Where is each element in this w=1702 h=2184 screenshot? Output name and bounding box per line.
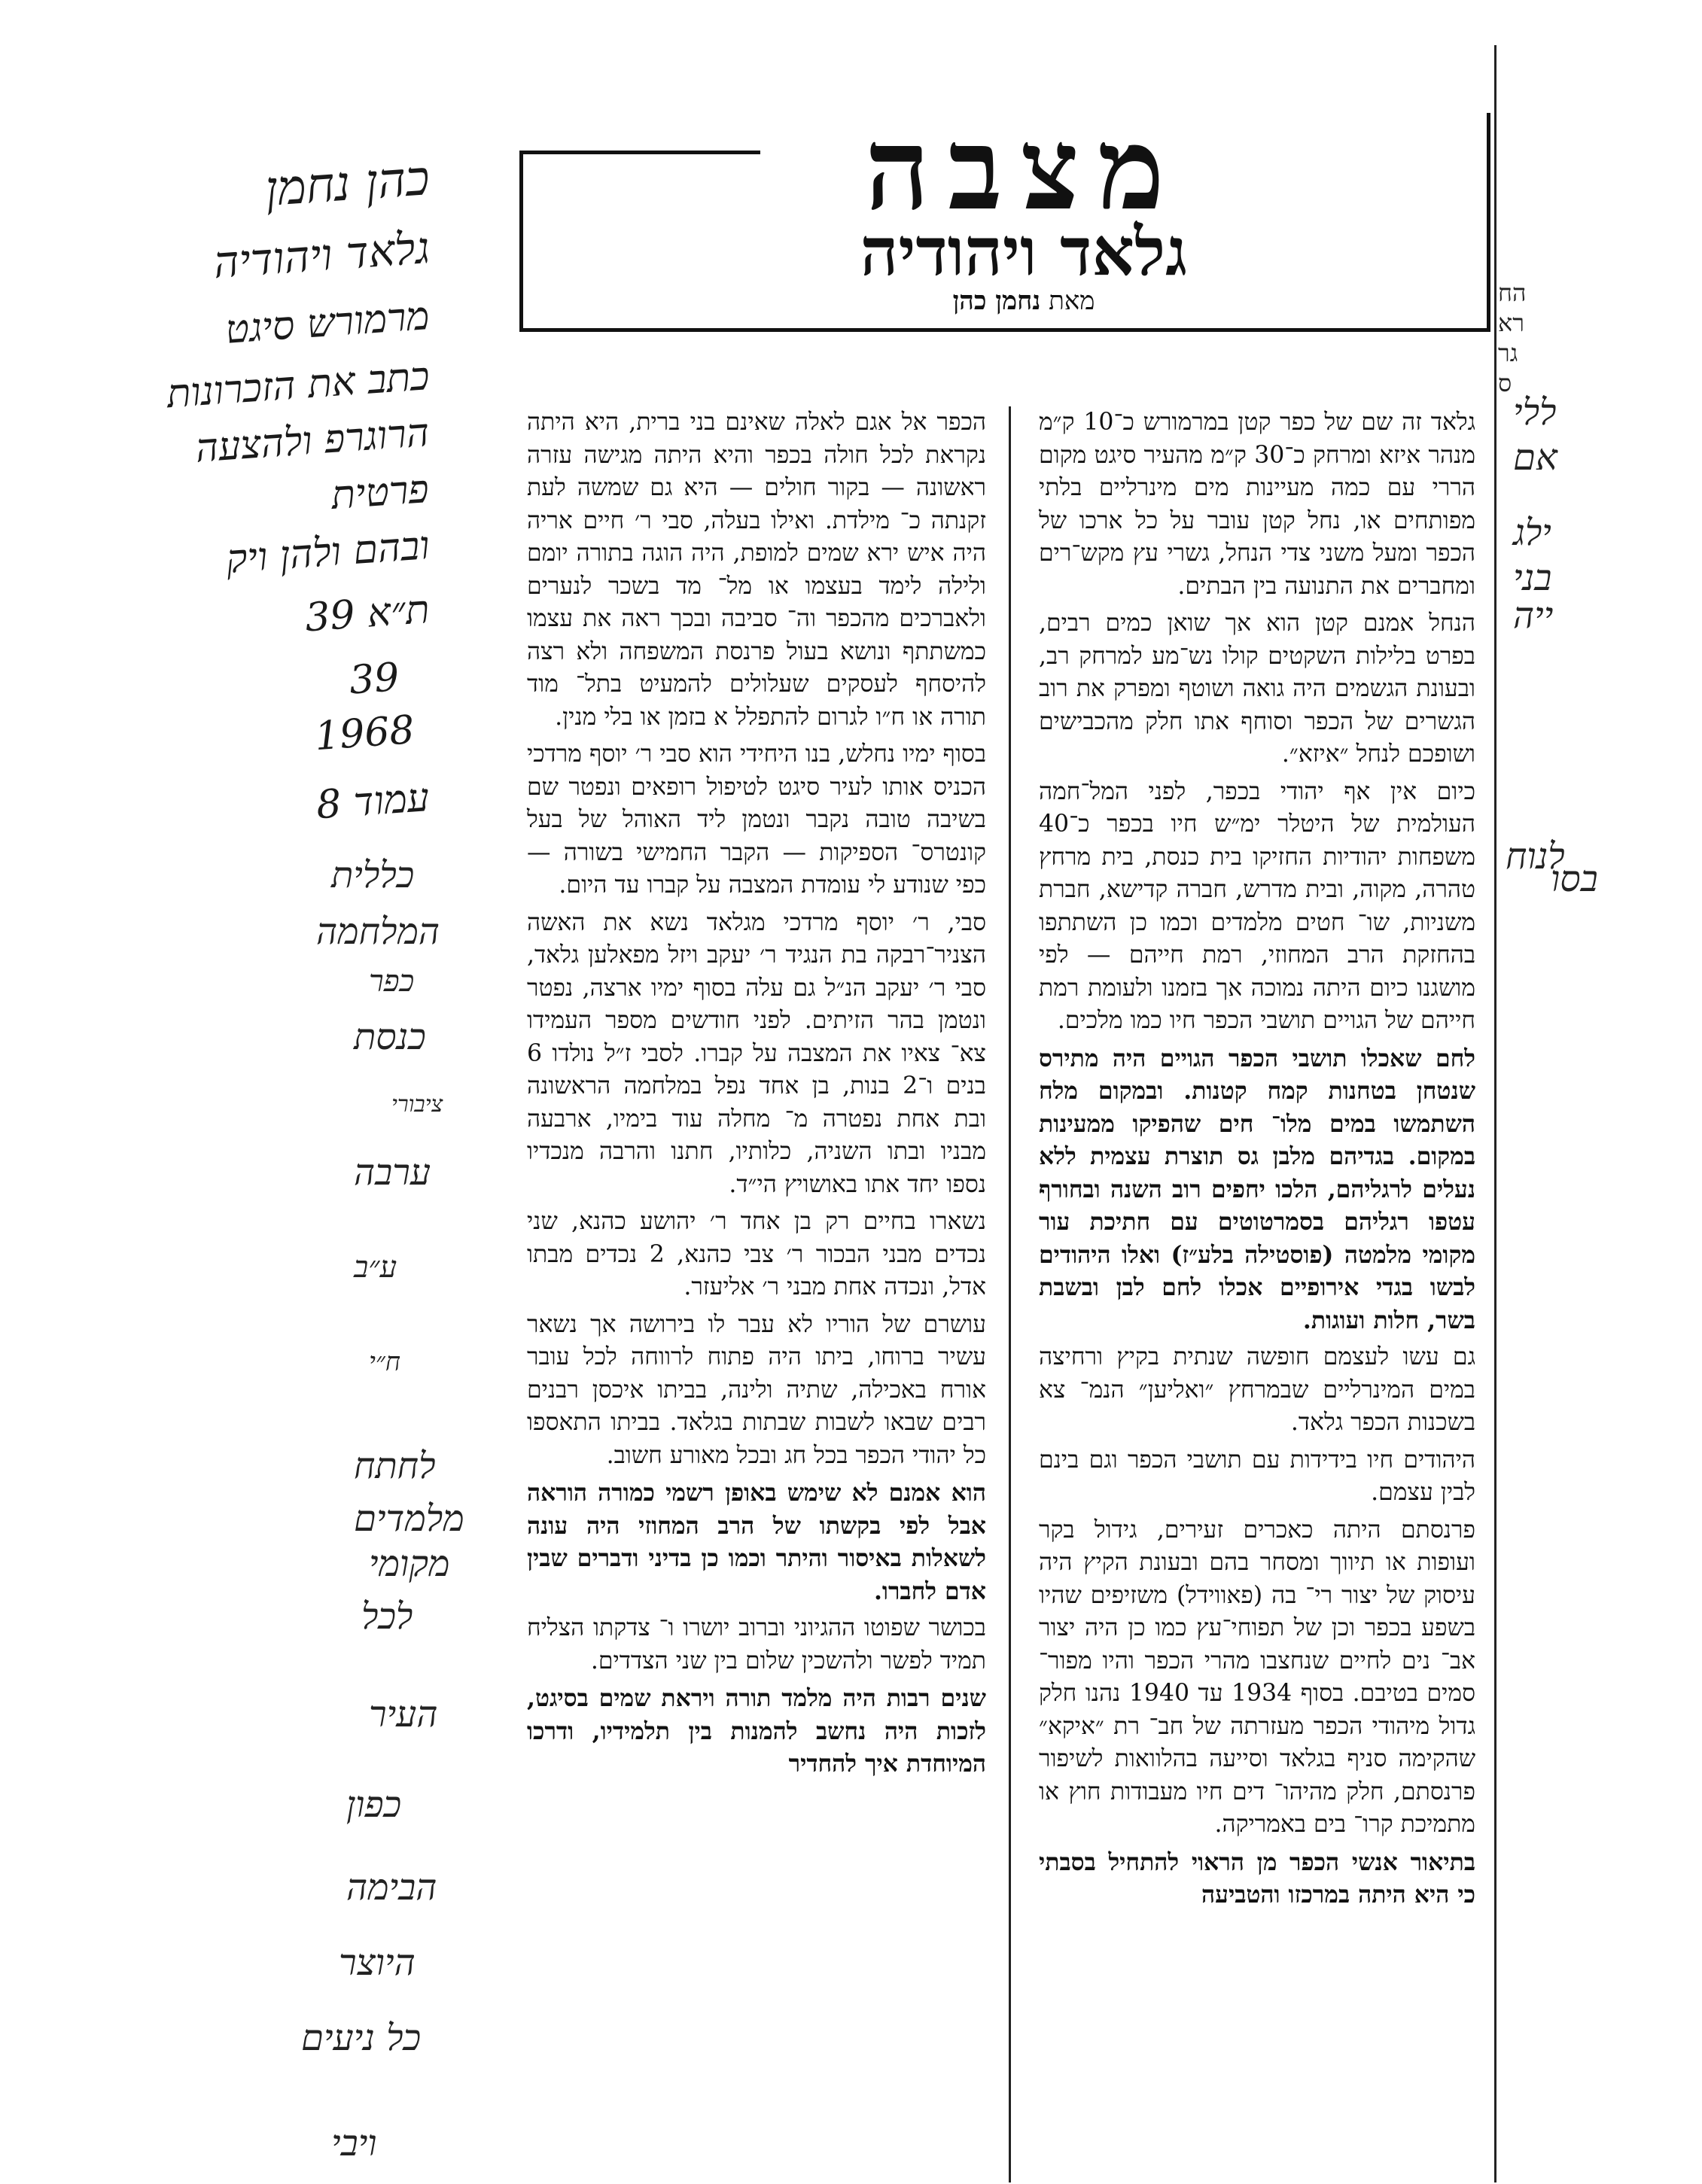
title-frame-bottom xyxy=(519,328,1490,332)
paragraph: גלאד זה שם של כפר קטן במרמורש כ־10 ק״מ מנהר איזא ומרחק כ־30 ק״מ מהעיר סיגט מקום הררי עם כמה מעיינות מים מינרליים בלתי מפותחים או, נחל קטן עובר על כל ארכו של הכפר ומעל משני צדי הנחל, גשרי עץ מקש־רים ומחברים את התנועה בין הבתים. xyxy=(1039,409,1475,600)
handwritten-note: כפון xyxy=(346,1784,402,1826)
margin-fragment: גר xyxy=(1498,339,1518,367)
handwritten-note: ח״י xyxy=(369,1347,400,1377)
paragraph: בתיאור אנשי הכפר מן הראוי להתחיל בסבתי כי היא היתה במרכזו והטביעה xyxy=(1039,1848,1475,1909)
handwritten-note: הבימה xyxy=(346,1866,437,1909)
handwritten-note: אם xyxy=(1513,436,1557,479)
handwritten-note: בני xyxy=(1513,557,1552,599)
paragraph: כיום אין אף יהודי בכפר, לפני המל־חמה העולמית של היטלר ימ״ש חיו בכפר כ־40 משפחות יהודיות החזיקו בית כנסת, בית מרחץ טהרה, מקוה, ובית מדרש, חברה קדישא, חברת משניות, שו־ חטים מלמדים וכמו כן השתתפו בהחזקת הרב המחוזי, רמת חייהם — לפי מושגנו כיום היתה נמוכה אך בזמנו ולעומת רמת חייהם של הגויים תושבי הכפר חיו כמו מלכים. xyxy=(1039,777,1475,1034)
article-title: מצבה xyxy=(864,103,1183,236)
handwritten-note: כהן נחמן xyxy=(263,151,431,218)
title-frame-right xyxy=(1487,113,1490,331)
handwritten-note: ויבי xyxy=(331,2122,377,2164)
handwritten-note: כל ניעים xyxy=(301,2017,422,2059)
handwritten-note: העיר xyxy=(369,1693,438,1735)
handwritten-note: מקומי xyxy=(369,1543,450,1585)
handwritten-note: ע״ב xyxy=(354,1250,397,1285)
handwritten-note: ובהם ולהן ויק xyxy=(224,523,431,583)
article-column-left xyxy=(527,406,986,1785)
margin-fragment: ס xyxy=(1498,369,1512,397)
paragraph: גם עשו לעצמם חופשה שנתית בקיץ ורחיצה במים המינרליים שבמרחץ ״ואליען״ הנמ־ צא בשכנות הכפר גלאד. xyxy=(1039,1343,1475,1436)
paragraph: הנחל אמנם קטן הוא אך שואן כמים רבים, בפרט בלילות השקטים קולו נש־מע למרחק רב, ובעונת הגשמים היה גואה ושוטף ומפרק את רוב הגשרים של הכפר וסוחף אתו חלק מהכבישים ושופכם לנחל ״איזא״. xyxy=(1039,610,1475,768)
handwritten-note: לכל xyxy=(361,1595,413,1638)
handwritten-note: מרמורש סיגט xyxy=(224,294,431,353)
paragraph: פרנסתם היתה כאכרים זעירים, גידול בקר ועופות או תיווך ומסחר בהם ובעונת הקיץ היה עיסוק של יצור רי־ בה (פאווידל) משזיפים שהיו בשפע בכפר וכן של תפוחי־עץ כמו כן היה יצור אב־ נים לחיים שנחצבו מהרי הכפר והיו מפור־ סמים בטיבם. בסוף 1934 עד 1940 נהנו חלק גדול מיהודי הכפר מעזרתה של חב־ רת ״איקא״ שהקימה סניף בגלאד וסייעה בהלוואות לשיפור פרנסתם, חלק מהיהו־ דים חיו מעבודות חוץ או מתמיכת קרו־ בים באמריקה. xyxy=(1039,1516,1475,1838)
handwritten-note: ערבה xyxy=(354,1151,431,1194)
handwritten-note: לחתח xyxy=(354,1445,436,1487)
paragraph: שנים רבות היה מלמד תורה ויראת שמים בסיגט, לזכות היה נחשב להמנות בין תלמידיו, ודרכו המיוחדת איך להחדיר xyxy=(527,1684,986,1778)
handwritten-note: 39 xyxy=(347,655,401,704)
handwritten-note: פרטית xyxy=(330,467,431,519)
article-subtitle: גלאד ויהודיה xyxy=(860,212,1188,290)
handwritten-note: ייה xyxy=(1513,595,1554,637)
paragraph: הכפר אל אגם לאלה שאינם בני ברית, היא היתה נקראת לכל חולה בכפר והיא היתה מגישה עזרה ראשונה — בקור חולים — היא גם שמשה לעת זקנתה כ־ מילדת. ואילו בעלה, סבי ר׳ חיים אריה היה איש ירא שמים למופת, היה הוגה בתורה יומם ולילה לימד בעצמו או מל־ מד בשכר לנערים ולאברכים מהכפר וה־ סביבה ובכך ראה את עצמו כמשתתף ונושא בעול פרנסת המשפחה ולא רצה להיסחף לעסקים שעלולים להמעיט בתל־ מוד תורה או ח״ו לגרום להתפלל א בזמן או בלי מנין. xyxy=(527,409,986,731)
handwritten-note: כפר xyxy=(369,964,415,999)
column-divider xyxy=(1009,406,1011,2182)
handwritten-note: בסו xyxy=(1551,858,1598,900)
handwritten-note: כללית xyxy=(331,854,415,896)
handwritten-note: ילג xyxy=(1513,512,1551,554)
handwritten-note: כתב את הזכרונות xyxy=(165,354,431,418)
byline-prefix: מאת xyxy=(1049,286,1095,316)
paragraph: סבי, ר׳ יוסף מרדכי מגלאד נשא את האשה הצניר־רבקה בת הנגיד ר׳ יעקב ויזל מפאלען גלאד, סבי ר׳ יעקב הנ״ל גם עלה בסוף ימיו ארצה, נפטר ונטמן בהר הזיתים. לפני חודשים מספר העמידו צא־ צאיו את המצבה על קברו. לסבי ז״ל נולדו 6 בנים ו־2 בנות, בן אחד נפל במלחמה הראשונה ובת אחת נפטרה מ־ מחלה עוד בימיו, ארבעה מבניו ובתו השניה, כלותיו, חתנו והרבה מנכדיו נספו יחד אתו באושויץ הי״ד. xyxy=(527,908,986,1198)
handwritten-note: מלמדים xyxy=(354,1498,464,1540)
title-frame-left xyxy=(519,151,523,331)
byline xyxy=(888,286,1159,316)
byline-author: נחמן כהן xyxy=(952,286,1041,316)
handwritten-note: ת״א 39 xyxy=(303,587,431,641)
handwritten-note: לנוח xyxy=(1506,835,1565,878)
margin-fragment: הח xyxy=(1498,278,1527,307)
handwritten-note: עמוד 8 xyxy=(315,775,431,829)
handwritten-note: כנסת xyxy=(354,1016,426,1058)
paragraph: בכושר שפוטו ההגיוני וברוב יושרו ו־ צדקתו הצליח תמיד לפשר ולהשכין שלום בין שני הצדדים. xyxy=(527,1614,986,1675)
handwritten-note: היוצר xyxy=(339,1942,416,1984)
handwritten-note: 1968 xyxy=(312,707,416,760)
paragraph: היהודים חיו בידידות עם תושבי הכפר וגם בינם לבין עצמם. xyxy=(1039,1446,1475,1506)
handwritten-note: ציבורי xyxy=(391,1091,443,1118)
paragraph: לחם שאכלו תושבי הכפר הגויים היה מתירס שנטחן בטחנות קמח קטנות. ובמקום מלח השתמשו במים מלו־ חים שהפיקו ממעינות במקום. בגדיהם מלבן גס תוצרת עצמית ללא נעלים לרגליהם, הלכו יחפים רוב השנה ובחורף עטפו רגליהם בסמרטוטים עם חתיכת עור מקומי מלמטה (פוסטילה בלע״ז) ואלו היהודים לבשו בגדי אירופיים אכלו לחם לבן ובשבת בשר, חלות ועוגות. xyxy=(1039,1044,1475,1334)
margin-fragment: רא xyxy=(1498,309,1524,337)
paragraph: נשארו בחיים רק בן אחד ר׳ יהושע כהנא, שני נכדים מבני הבכור ר׳ צבי כהנא, 2 נכדים מבתו אדל, ונכדה אחת מבני ר׳ אליעזר. xyxy=(527,1208,986,1300)
title-frame-top xyxy=(519,151,760,154)
paragraph: הוא אמנם לא שימש באופן רשמי כמורה הוראה אבל לפי בקשתו של הרב המחוזי היה עונה לשאלות באיסור והיתר וכמו כן בדיני ודברים שבין אדם לחברו. xyxy=(527,1479,986,1605)
handwritten-note: המלחמה xyxy=(316,911,440,953)
handwritten-note: גלאד ויהודיה xyxy=(211,222,431,288)
paragraph: בסוף ימיו נחלש, בנו היחידי הוא סבי ר׳ יוסף מרדכי הכניס אותו לעיר סיגט לטיפול רופאים ונפטר שם בשיבה טובה נקבר ונטמן ליד האוהל של בעל קונטרס־ הספיקות — הקבר החמישי בשורה — כפי שנודע לי עומדת המצבה על קברו עד היום. xyxy=(527,741,986,899)
article-column-right xyxy=(1039,406,1475,1916)
right-edge-rule xyxy=(1494,45,1496,2182)
handwritten-note: ללי xyxy=(1513,391,1557,433)
paragraph: עושרם של הוריו לא עבר לו בירושה אך נשאר עשיר ברוחו, ביתו היה פתוח לרווחה לכל עובר אורח באכילה, שתיה ולינה, בביתו איכסן רבנים רבים שבאו לשבות שבתות בגלאד. בביתו התאספו כל יהודי הכפר בכל חג ובכל מאורע חשוב. xyxy=(527,1310,986,1469)
handwritten-note: הרוגרפ ולהצעה xyxy=(193,410,431,472)
